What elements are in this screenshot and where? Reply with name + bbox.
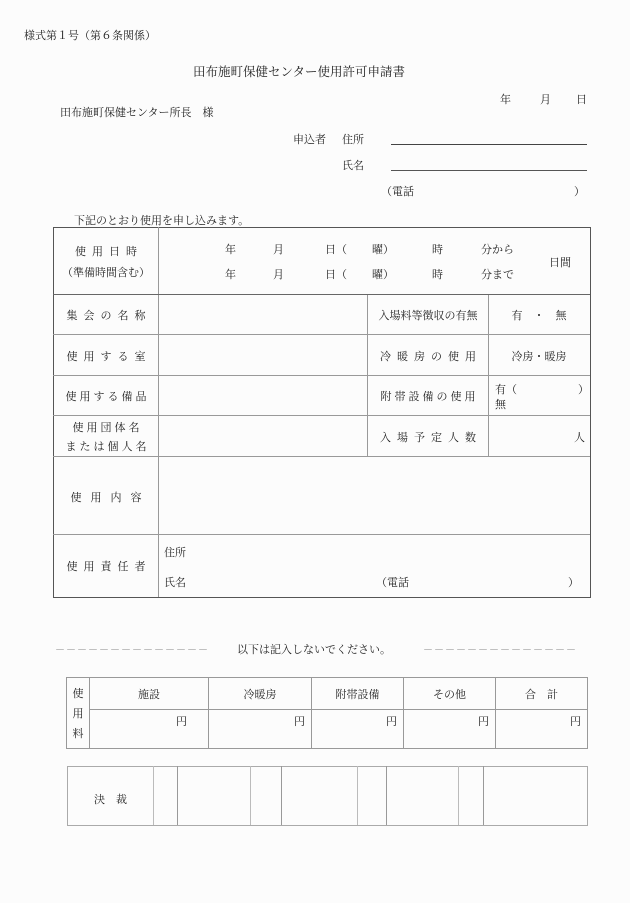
fee-header-equipment: 附帯設備 <box>335 688 380 701</box>
end-day: 日（ <box>325 268 347 281</box>
date-day: 日 <box>576 93 587 106</box>
facility-usage-yes[interactable]: 有（ <box>495 383 517 396</box>
start-weekday: 曜） <box>372 243 394 256</box>
table-divider <box>53 534 590 535</box>
fee-side-label-1: 使 <box>72 687 84 700</box>
fee-unit-other: 円 <box>478 715 489 728</box>
fee-header-facility: 施設 <box>138 688 160 701</box>
divider-dashes-left: －－－－－－－－－－－－－－ <box>55 645 209 656</box>
fee-header-other: その他 <box>433 688 466 701</box>
group-name-label: 使用団体名 <box>72 421 143 434</box>
attendance-unit: 人 <box>574 431 585 444</box>
fee-unit-total: 円 <box>570 715 581 728</box>
table-divider <box>153 766 154 825</box>
intro-text: 下記のとおり使用を申し込みます。 <box>74 214 250 227</box>
applicant-address-field[interactable] <box>391 130 587 145</box>
end-month: 月 <box>273 268 284 281</box>
applicant-address-label: 住所 <box>342 133 364 146</box>
days-label: 日間 <box>549 256 571 269</box>
table-divider <box>357 766 358 825</box>
responsible-phone-open: （電話 <box>376 576 409 589</box>
datetime-label: 使用日時 <box>75 245 143 258</box>
meeting-name-label: 集会の名称 <box>66 309 152 322</box>
table-divider <box>89 709 587 710</box>
fee-side-label-2: 用 <box>72 707 84 720</box>
ac-usage-label: 冷暖房の使用 <box>380 350 482 363</box>
applicant-phone-close: ） <box>574 185 585 198</box>
responsible-person-label: 使用責任者 <box>66 560 152 573</box>
start-month: 月 <box>273 243 284 256</box>
applicant-phone-field[interactable] <box>420 183 570 197</box>
date-month: 月 <box>540 93 551 106</box>
start-hour: 時 <box>432 243 443 256</box>
equipment-field[interactable] <box>159 376 367 415</box>
fee-header-total: 合 計 <box>525 688 558 701</box>
responsible-name-field[interactable] <box>192 570 372 588</box>
responsible-phone-field[interactable] <box>414 570 564 588</box>
applicant-name-label: 氏名 <box>342 159 364 172</box>
table-divider <box>386 766 387 825</box>
applicant-phone-open: （電話 <box>381 185 414 198</box>
form-number: 様式第１号（第６条関係） <box>24 29 156 42</box>
approval-label: 決 裁 <box>94 793 127 806</box>
page-title: 田布施町保健センター使用許可申請書 <box>193 64 406 79</box>
fee-header-ac: 冷暖房 <box>243 688 277 701</box>
table-divider <box>281 766 282 825</box>
usage-content-label: 使用内容 <box>70 491 151 504</box>
admission-fee-option[interactable]: 有 ・ 無 <box>511 309 567 322</box>
table-divider <box>250 766 251 825</box>
fee-unit-equipment: 円 <box>386 715 397 728</box>
facility-usage-close: ） <box>578 383 589 396</box>
applicant-name-field[interactable] <box>391 156 587 171</box>
group-name-sublabel: または個人名 <box>65 440 150 453</box>
equipment-label: 使用する備品 <box>65 390 150 403</box>
end-weekday: 曜） <box>372 268 394 281</box>
facility-usage-no[interactable]: 無 <box>495 398 506 411</box>
usage-content-field[interactable] <box>159 457 589 534</box>
room-label: 使用する室 <box>66 350 152 363</box>
fee-unit-facility: 円 <box>176 715 187 728</box>
table-divider <box>177 766 178 825</box>
fee-side-label-3: 料 <box>72 727 84 740</box>
office-use-notice: 以下は記入しないでください。 <box>237 643 391 656</box>
start-minute: 分から <box>481 243 514 256</box>
start-year: 年 <box>225 243 236 256</box>
meeting-name-field[interactable] <box>159 295 367 334</box>
group-name-field[interactable] <box>159 416 367 456</box>
end-minute: 分まで <box>481 268 514 281</box>
room-field[interactable] <box>159 335 367 375</box>
expected-attendance-field[interactable] <box>489 416 569 456</box>
facility-usage-label: 附帯設備の使用 <box>380 390 479 403</box>
end-year: 年 <box>225 268 236 281</box>
fee-unit-ac: 円 <box>294 715 305 728</box>
date-year: 年 <box>500 93 511 106</box>
responsible-phone-close: ） <box>568 576 579 589</box>
datetime-sublabel: （準備時間含む） <box>62 266 150 279</box>
ac-usage-option[interactable]: 冷房・暖房 <box>511 350 567 363</box>
applicant-label: 申込者 <box>293 133 326 146</box>
table-divider <box>458 766 459 825</box>
addressee: 田布施町保健センター所長 様 <box>60 106 214 119</box>
responsible-name-label: 氏名 <box>164 576 186 589</box>
expected-attendance-label: 入場予定人数 <box>380 431 482 444</box>
end-hour: 時 <box>432 268 443 281</box>
table-divider <box>483 766 484 825</box>
responsible-address-label: 住所 <box>164 546 186 559</box>
start-day: 日（ <box>325 243 347 256</box>
divider-dashes-right: －－－－－－－－－－－－－－ <box>423 645 577 656</box>
admission-fee-label: 入場料等徴収の有無 <box>378 309 478 322</box>
responsible-address-field[interactable] <box>192 540 582 558</box>
